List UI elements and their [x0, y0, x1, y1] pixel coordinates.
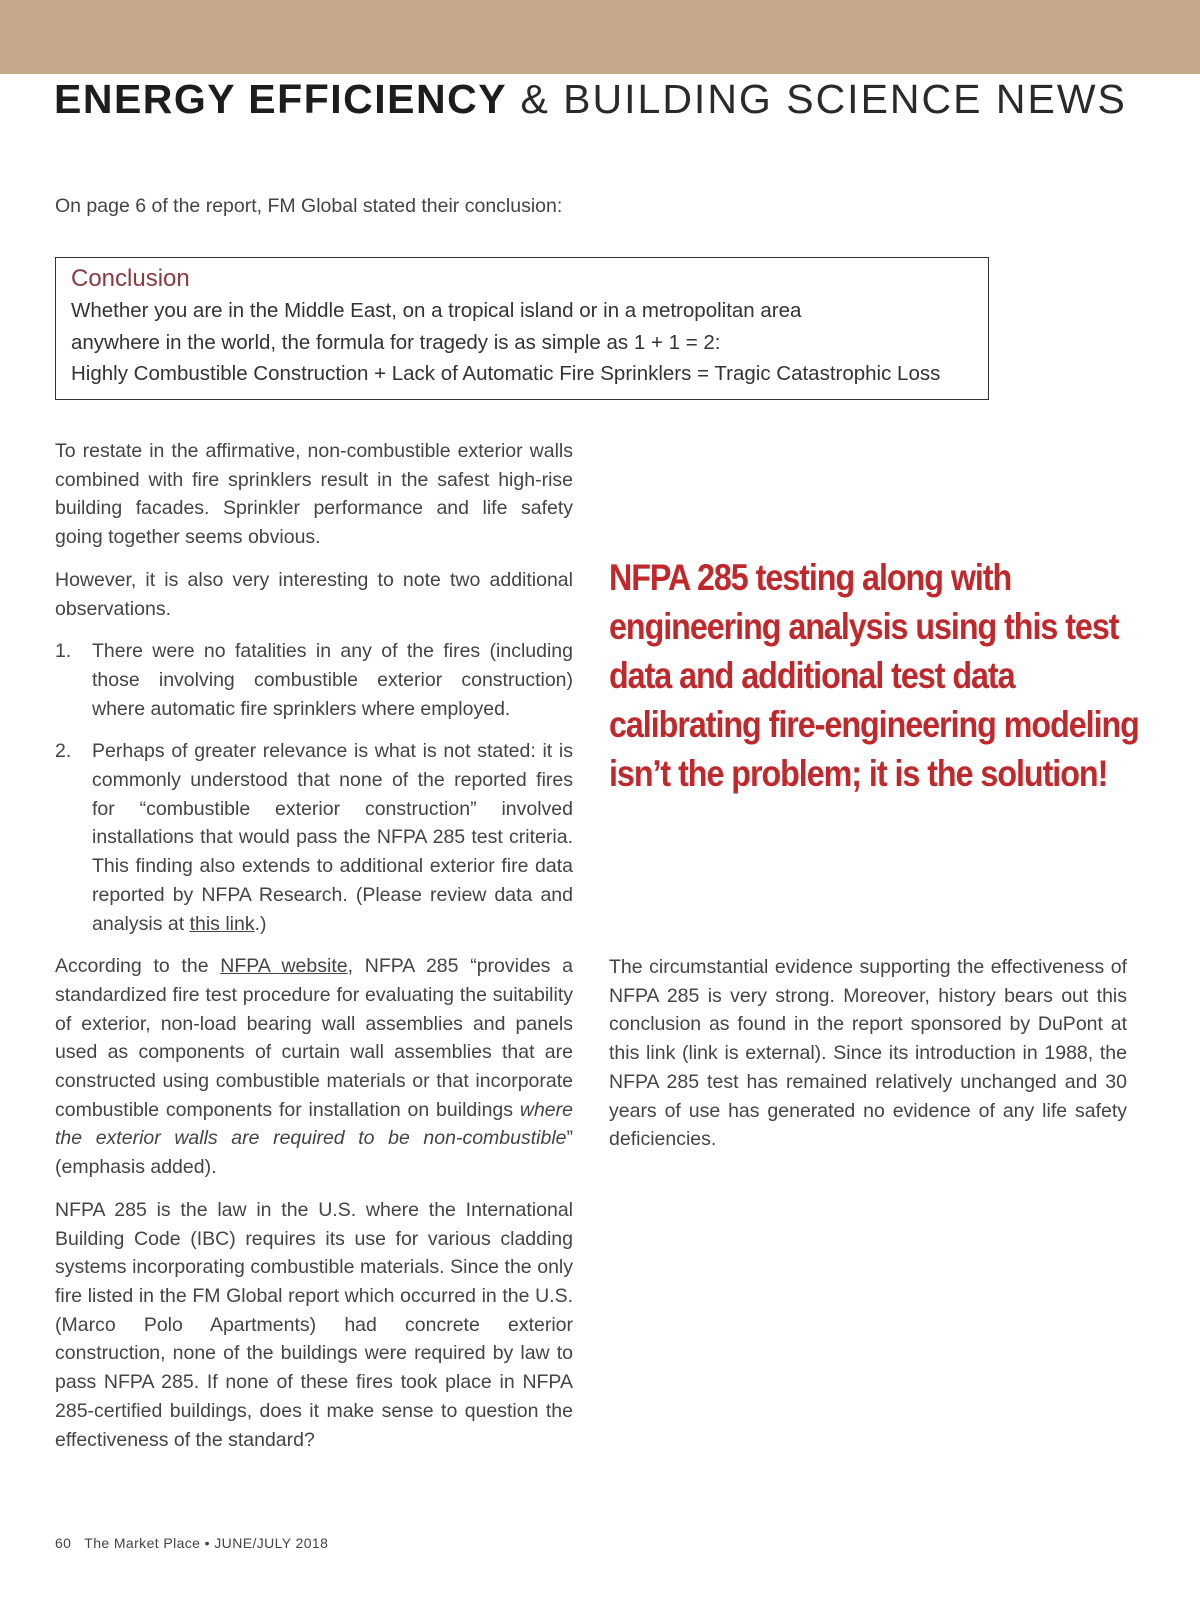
- nfpa-website-link[interactable]: NFPA website: [220, 955, 348, 978]
- list-text: There were no fatalities in any of the fires (including those involving combustible exterior construction) where automatic fire sprinklers where employed.: [92, 640, 573, 720]
- list-number: 1.: [55, 640, 72, 663]
- page-number: 60: [55, 1535, 72, 1551]
- list-number: 2.: [55, 740, 72, 763]
- list-text-end: .): [254, 912, 267, 935]
- pull-quote: NFPA 285 testing along with engineering analysis using this test data and additional test data calibrating fire-engineering modeling isn’t the problem; it is the solution!: [609, 556, 1139, 794]
- left-column: [55, 437, 573, 1468]
- list-item: [55, 737, 573, 938]
- emphasis-text: where the exterior walls are required to be non-combustible: [55, 1098, 573, 1150]
- right-column: [609, 953, 1127, 1154]
- conclusion-line: Whether you are in the Middle East, on a tropical island or in a metropolitan area: [71, 299, 802, 322]
- paragraph-evidence: The circumstantial evidence supporting the effectiveness of NFPA 285 is very strong. Moreover, history bears out this conclusion as found in the report sponsored by DuPont at this link (link is external). Since its introduction in 1988, the NFPA 285 test has remained relatively unchanged and 30 years of use has generated no evidence of any life safety deficiencies.: [609, 956, 1127, 1151]
- conclusion-title: Conclusion: [71, 265, 190, 292]
- list-item: [55, 637, 573, 723]
- this-link[interactable]: this link: [189, 912, 255, 935]
- list-text: Perhaps of greater relevance is what is not stated: it is commonly understood that none of the reported fires for “combustible exterior construction” involved installations that would pass the NFPA 285 test criteria. This finding also extends to additional exterior fire data reported by NFPA Research. (Please review data and analysis at: [92, 740, 573, 935]
- publication-name: The Market Place: [84, 1535, 201, 1551]
- page-footer: [55, 1535, 328, 1551]
- text-run: , NFPA 285 “provides a standardized fire test procedure for evaluating the suitability of exterior, non-load bearing wall assemblies and panels used as components of curtain wall assemblies that are constructed using combustible materials or that incorporate combustible components for installation on buildings: [55, 955, 573, 1121]
- intro-text: On page 6 of the report, FM Global stated their conclusion:: [55, 195, 563, 217]
- bullet-separator: •: [204, 1535, 210, 1551]
- paragraph-nfpa-law: NFPA 285 is the law in the U.S. where the International Building Code (IBC) requires its use for various cladding systems incorporating combustible materials. Since the only fire listed in the FM Global report which occurred in the U.S. (Marco Polo Apartments) had concrete exterior construction, none of the buildings were required by law to pass NFPA 285. If none of these fires took place in NFPA 285-certified buildings, does it make sense to question the effectiveness of the standard?: [55, 1198, 573, 1451]
- issue-date: JUNE/JULY 2018: [214, 1535, 329, 1551]
- conclusion-line: anywhere in the world, the formula for tragedy is as simple as 1 + 1 = 2:: [71, 330, 721, 354]
- section-masthead: [54, 76, 1127, 123]
- conclusion-line: Highly Combustible Construction + Lack of Automatic Fire Sprinklers = Tragic Catastrophic Loss: [71, 362, 941, 385]
- masthead-light: & BUILDING SCIENCE NEWS: [507, 76, 1127, 122]
- paragraph-observations: However, it is also very interesting to note two additional observations.: [55, 568, 573, 620]
- paragraph-nfpa-definition: [55, 952, 573, 1182]
- observations-list: [55, 637, 573, 938]
- text-run: According to the: [55, 955, 221, 978]
- conclusion-excerpt: [55, 257, 989, 400]
- text-run: ” (emphasis added).: [55, 1127, 573, 1179]
- masthead-bold: ENERGY EFFICIENCY: [54, 76, 508, 122]
- paragraph-restate: To restate in the affirmative, non-combustible exterior walls combined with fire sprinklers result in the safest high-rise building facades. Sprinkler performance and life safety going together seems obvious.: [55, 440, 573, 549]
- top-banner: [0, 0, 1200, 74]
